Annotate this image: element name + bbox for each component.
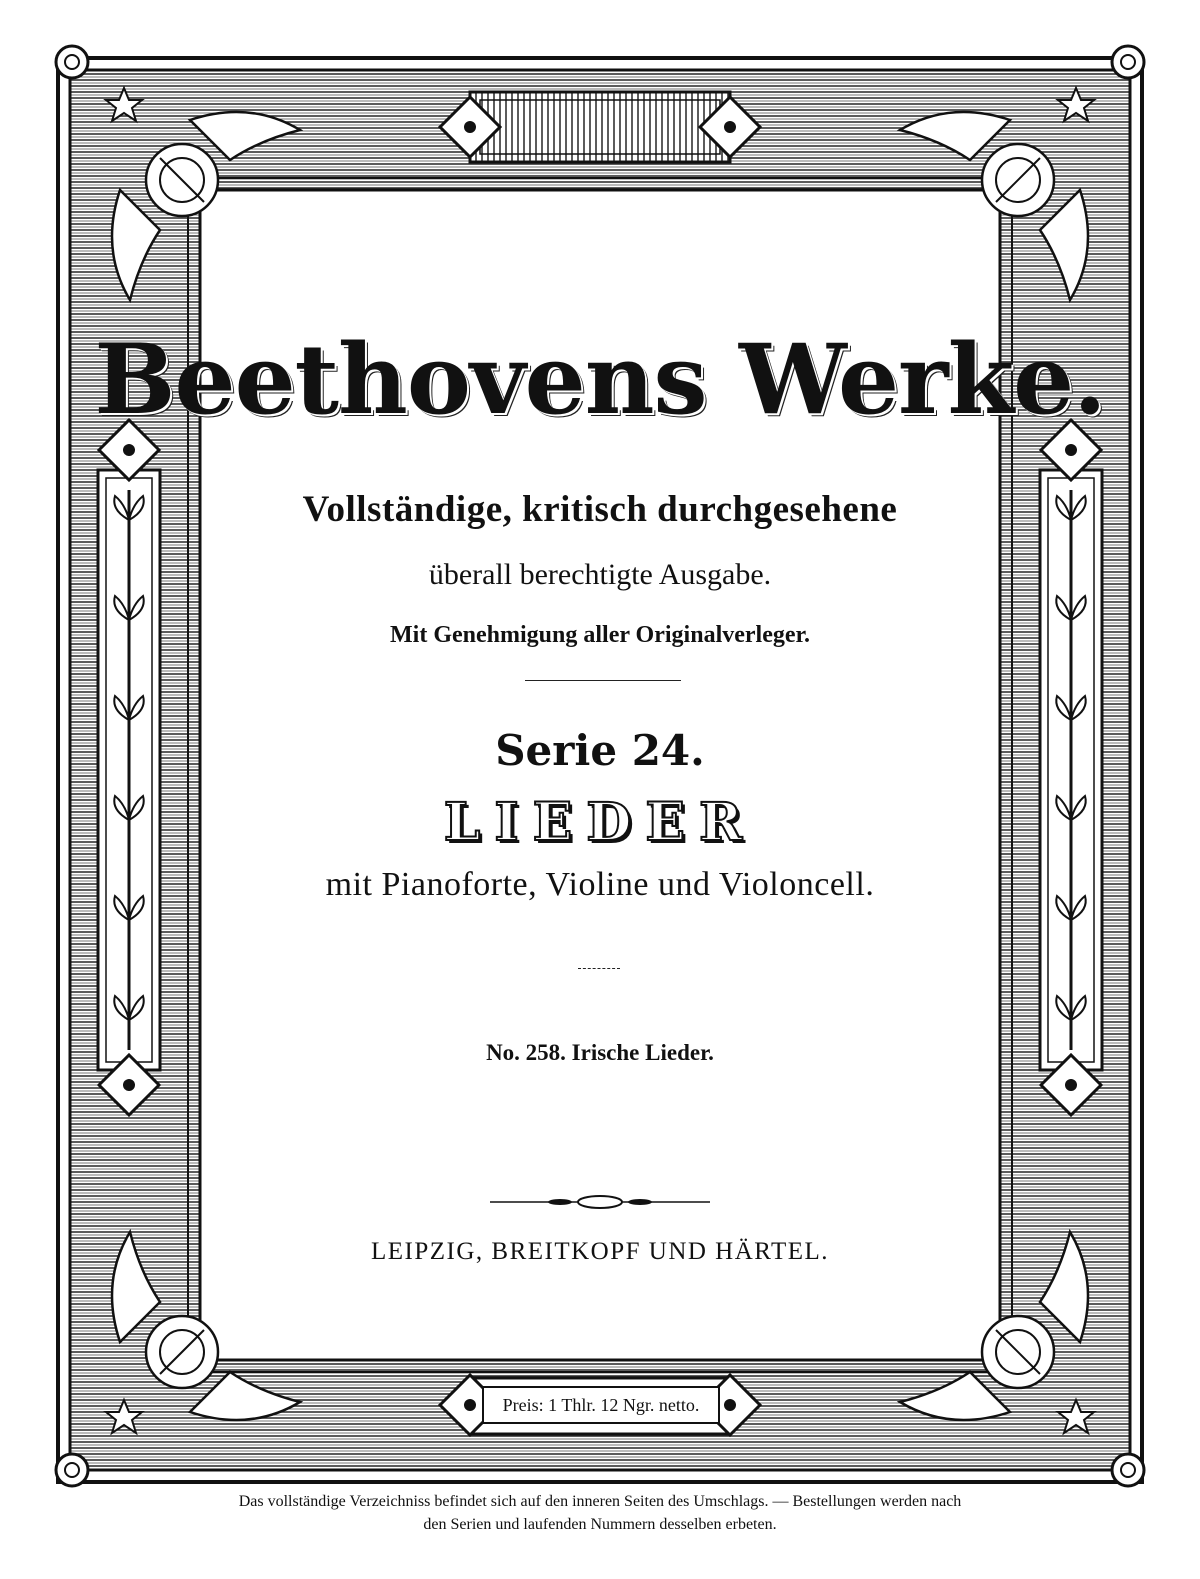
cover-subtitle-1: Vollständige, kritisch durchgesehene bbox=[302, 489, 898, 530]
instrumentation: mit Pianoforte, Violine und Violoncell. bbox=[325, 866, 875, 903]
work-number: No. 258. Irische Lieder. bbox=[486, 1040, 714, 1065]
price-label: Preis: 1 Thlr. 12 Ngr. netto. bbox=[482, 1386, 720, 1424]
cover-subtitle-2: überall berechtigte Ausgabe. bbox=[428, 558, 772, 591]
divider-rule-2 bbox=[578, 968, 620, 969]
footer-note bbox=[100, 1490, 1100, 1536]
divider-rule-1 bbox=[525, 680, 681, 681]
publisher-line: LEIPZIG, BREITKOPF UND HÄRTEL. bbox=[370, 1238, 830, 1265]
footer-note-line-2: den Serien und laufenden Nummern desselben erbeten. bbox=[423, 1516, 777, 1533]
ornamental-rule bbox=[490, 1192, 710, 1212]
genre-heading: LIEDER bbox=[443, 792, 757, 853]
cover-subtitle-3: Mit Genehmigung aller Originalverleger. bbox=[390, 622, 810, 648]
series-number: Serie 24. bbox=[495, 726, 705, 775]
cover-title: Beethovens Werke. bbox=[94, 323, 1106, 436]
footer-note-line-1: Das vollständige Verzeichniss befindet sich auf den inneren Seiten des Umschlags. — Bestellungen werden nach bbox=[238, 1493, 962, 1510]
